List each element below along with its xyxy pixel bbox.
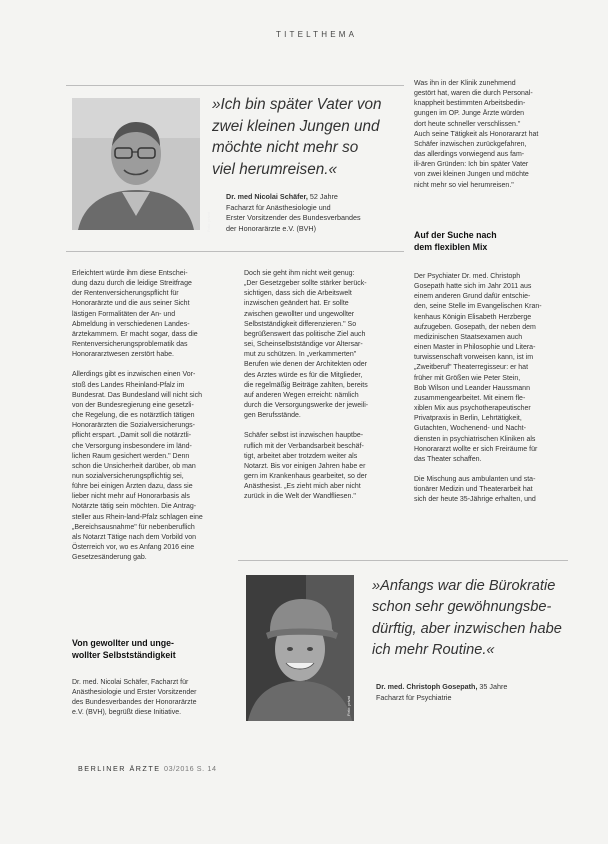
photo-credit-2: Foto: privat (346, 695, 351, 716)
middle-column (244, 269, 404, 512)
pull-quote-schaefer (212, 94, 382, 180)
portrait-photo-gosepath (246, 575, 354, 721)
section-header: TITELTHEMA (276, 30, 358, 39)
subheading-line: wollter Selbstständigkeit (72, 650, 176, 661)
rule-quote2-top (238, 560, 568, 561)
subheading-line: Von gewollter und unge- (72, 638, 174, 648)
author-role-line: Facharzt für Anästhesiologie und (226, 202, 331, 212)
rule-quote1-bottom (66, 251, 404, 252)
body-paragraph: Die Mischung aus ambulanten und sta- tionärer Medizin und Theaterarbeit hat sich der heute 35-Jährige erhalten, und (414, 475, 536, 504)
author-name: Dr. med. Christoph Gosepath, (376, 682, 478, 691)
pull-quote-gosepath (372, 576, 562, 662)
quote-line: schon sehr gewöhnungsbe- (372, 599, 552, 616)
quote-line: dürftig, aber inzwischen habe (372, 620, 562, 637)
rule-top-left (66, 85, 404, 86)
quote-line: »Anfangs war die Bürokratie (372, 578, 556, 594)
right-column-bottom (414, 272, 578, 515)
body-paragraph: Doch sie geht ihm nicht weit genug: „Der Gesetzgeber sollte stärker berück- sichtigen, dass sich die Arbeitswelt inzwischen geändert hat. Er sollte zwischen gewollter und ungewollter Selbstständigkeit differenzieren." So begrüßenswert das politische Ziel auch sei, Scheinselbstständige vor Altersar- mut zu schützen. In „verkammerten" Berufen wie denen der Architekten oder des Arztes würde es für die Mitglieder, die regelmäßig Beiträge zahlten, bereits auf anderen Wegen erreicht: nämlich durch die Versorgungswerke der jeweili- gen Berufsstände. (244, 270, 369, 420)
portrait-photo-schaefer (72, 98, 200, 230)
issue-info: 03/2016 S. 14 (164, 764, 217, 773)
quote-line: möchte nicht mehr so (212, 139, 359, 156)
author-role-line: Facharzt für Psychiatrie (376, 692, 452, 702)
author-age: 52 Jahre (307, 192, 338, 201)
body-paragraph: Schäfer selbst ist inzwischen hauptbe- ruflich mit der Verbandsarbeit beschäf- tigt, arbeitet aber trotzdem weiter als Notarzt. Bis vor einigen Jahren habe er gern im Krankenhaus gearbeitet, so der Anästhesist. „Es zieht mich aber nicht zurück in die Welt der Wandfliesen." (244, 432, 367, 501)
author-role-line: der Honorarärzte e.V. (BVH) (226, 223, 317, 233)
left-column-bottom (72, 678, 232, 729)
subheading-selbststaendigkeit (72, 637, 176, 661)
quote-line: zwei kleinen Jungen und (212, 117, 380, 135)
subheading-line: dem flexiblen Mix (414, 242, 488, 253)
body-paragraph: Dr. med. Nicolai Schäfer, Facharzt für Anästhesiologie und Erster Vorsitzender des Bundesverbandes der Honorarärzte e.V. (BVH), begrüßt diese Initiative. (72, 679, 197, 717)
left-column (72, 269, 232, 573)
portrait-gosepath-image (246, 575, 354, 721)
right-column-top (414, 79, 578, 201)
body-paragraph: Erleichtert würde ihm diese Entschei- dung dazu durch die leidige Streitfrage der Rentenversicherungspflicht für Honorarärzte und die aus seiner Sicht lästigen Formalitäten der An- und Abmeldung in verschiedenen Landes- ärztekammern. Er macht sogar, dass die Rentenversicherungsproblematik das Honorararztwesen zerstört habe. (72, 270, 198, 359)
quote-line: ich mehr Routine.« (372, 642, 495, 659)
author-age: 35 Jahre (477, 682, 508, 691)
magazine-name: BERLINER ÄRZTE (78, 764, 161, 773)
subheading-suche (414, 229, 497, 253)
byline-schaefer (226, 192, 361, 234)
byline-gosepath (376, 682, 507, 703)
portrait-schaefer-image (72, 98, 200, 230)
body-paragraph: Allerdings gibt es inzwischen einen Vor- stoß des Landes Rheinland-Pfalz im Bundesrat. Das Bundesland will nicht sich von der Bundesregierung eine gesetzli- che Regelung, die es notärztlich tätigen Honorarärzten die Sozialversicherungs- pflicht erspart. „Damit soll die notärztli- che Versorgung insbesondere im länd- lichen Raum gesichert werden." Denn schon die Unsicherheit darüber, ob man nun sozialversicherungspflichtig sei, führe bei einigen Ärzten dazu, dass sie lieber nicht mehr auf Honorarbasis als Notärzte tätig sein möchten. Die Antrag- steller aus Rhein-land-Pfalz schlagen eine „Bereichsausnahme" für nebenberuflich als Notarzt Tätige nach dem Vorbild von Österreich vor, wo es Anfang 2016 eine Gesetzesänderung gab. (72, 371, 203, 562)
subheading-line: Auf der Suche nach (414, 230, 497, 240)
author-name: Dr. med Nicolai Schäfer, (226, 192, 308, 201)
page-footer (78, 764, 217, 773)
quote-line: viel herumreisen.« (212, 160, 337, 178)
quote-line: »Ich bin später Vater von (212, 96, 382, 113)
body-paragraph: Der Psychiater Dr. med. Christoph Gosepath hatte sich im Jahr 2011 aus einem anderen Grund dafür entschie- den, seine Stelle im Evangelischen Kran- kenhaus Königin Elisabeth Herzberge aufzugeben. Gosepath, der neben dem medizinischen Staatsexamen auch einen Master in Philosophie und Litera- turwissenschaft vorweisen kann, ist im „Zweitberuf" Theaterregisseur: er hat früher mit Größen wie Peter Stein, Bob Wilson und Leander Haussmann zusammengearbeitet. Mit einem fle- xiblen Mix aus psychotherapeutischer Privatpraxis in Berlin, Lehrtätigkeit, Gutachten, Wochenend- und Nacht- diensten in psychiatrischen Kliniken als Honorararzt wollte er sich Freiräume für das Theater schaffen. (414, 273, 542, 463)
body-paragraph: Was ihn in der Klinik zunehmend gestört hat, waren die durch Personal- knappheit bestimmten Arbeitsbedin- gungen im OP. Junge Ärzte würden dort heute schneller verschlissen." Auch seine Tätigkeit als Honorararzt hat Schäfer inzwischen zurückgefahren, das allerdings vorwiegend aus fam- ili-ären Gründen: Ich bin später Vater von zwei kleinen Jungen und möchte nicht mehr so viel herumreisen." (414, 80, 539, 189)
photo-credit-1: Foto: privat (206, 211, 211, 232)
author-role-line: Erster Vorsitzender des Bundesverbandes (226, 213, 361, 223)
